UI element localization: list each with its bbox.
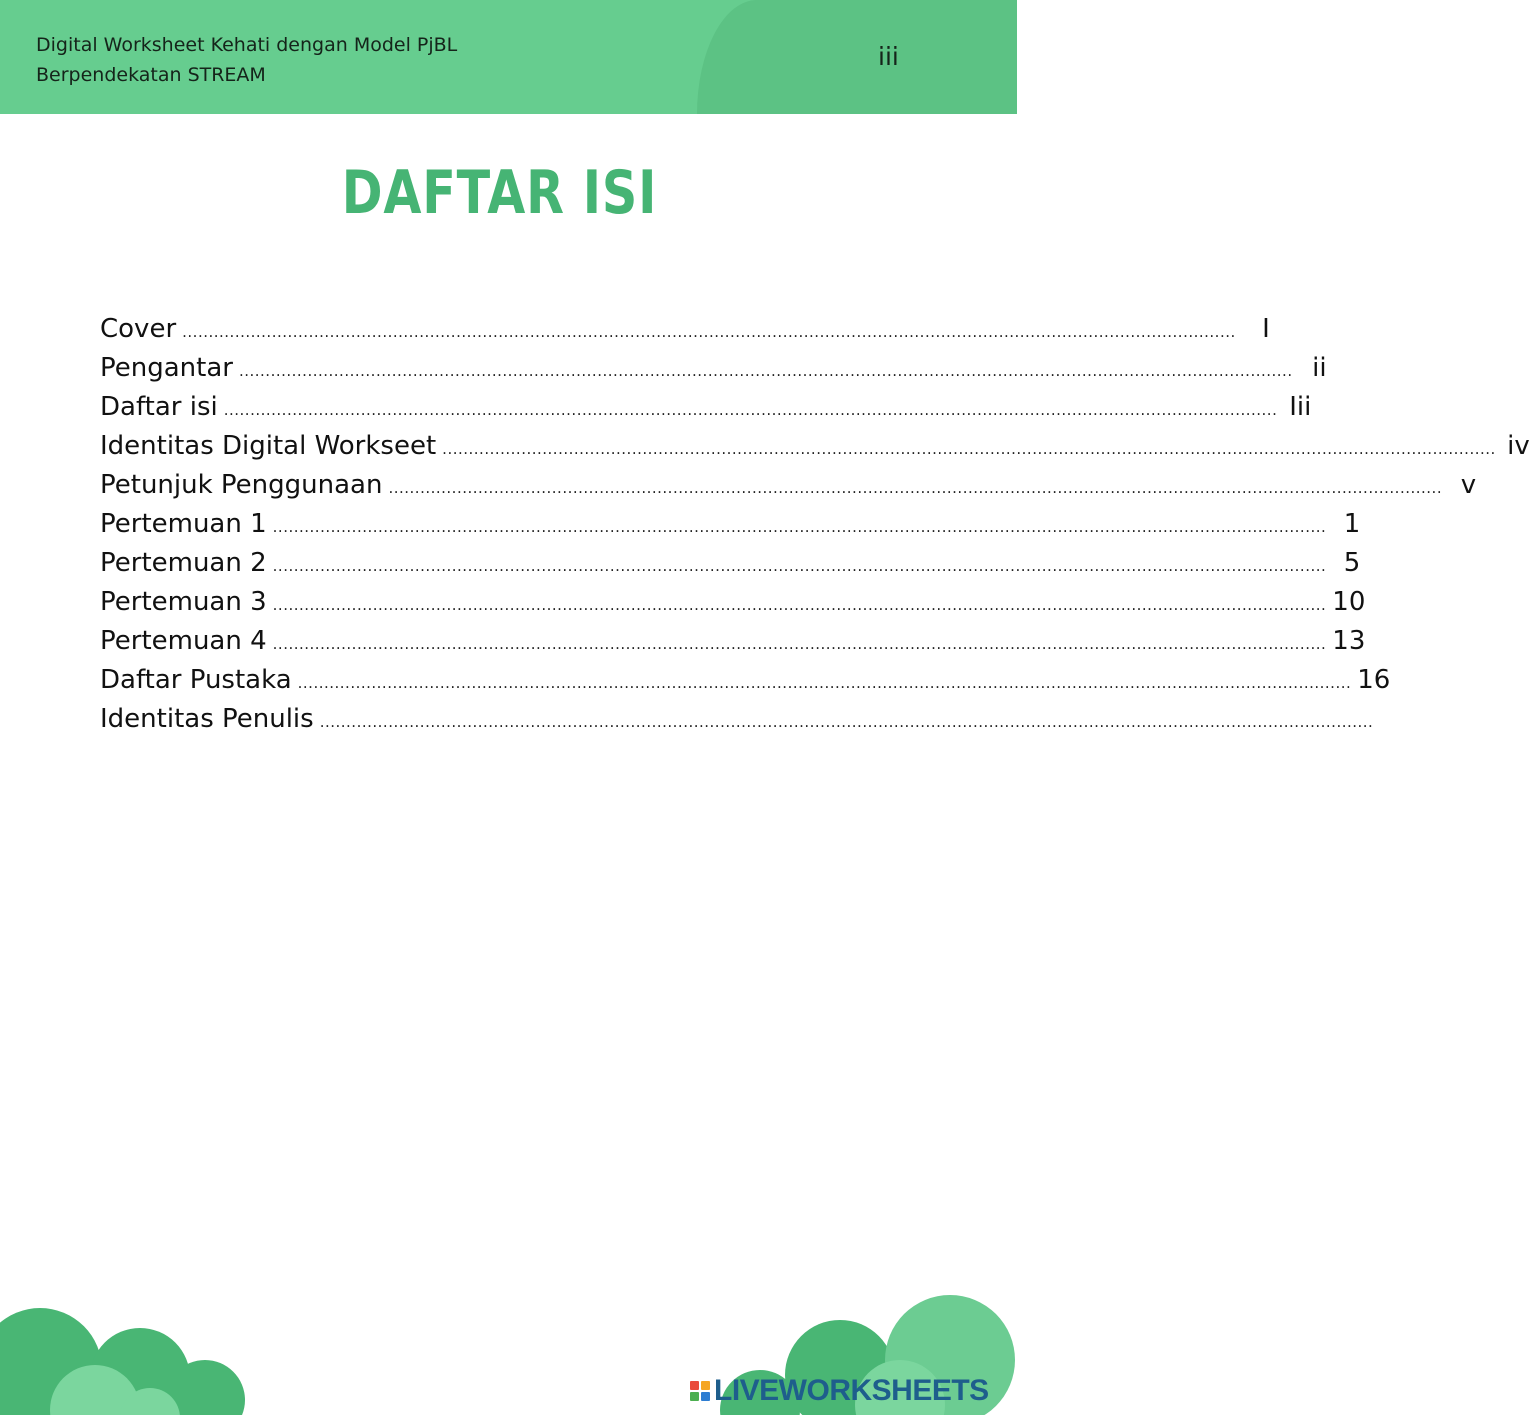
toc-entry-label: Pertemuan 2: [100, 548, 267, 578]
toc-entry: [100, 310, 1270, 349]
toc-entry-page: 1: [1343, 509, 1361, 539]
toc-entry-label: Pengantar: [100, 353, 233, 383]
toc-entry-label: Daftar isi: [100, 392, 218, 422]
toc-entry: [100, 349, 1327, 388]
toc-entry: [100, 466, 1477, 505]
toc-leader-dots: ........................................................................................................................................................................................................: [272, 518, 1327, 536]
page-number: iii: [878, 42, 899, 71]
liveworksheets-logo-text: LIVEWORKSHEETS: [714, 1374, 989, 1407]
toc-leader-dots: ........................................................................................................................................................................................................: [297, 674, 1352, 692]
page-header: [0, 0, 999, 114]
toc-entry-page: Iii: [1289, 392, 1312, 422]
page-heading: DAFTAR ISI: [341, 158, 658, 228]
toc-entry: [100, 661, 1391, 700]
toc-leader-dots: ........................................................................................................................................................................................................: [319, 713, 1374, 731]
toc-entry: [100, 505, 1361, 544]
toc-leader-dots: ........................................................................................................................................................................................................: [272, 635, 1327, 653]
toc-entry-page: 13: [1332, 626, 1366, 656]
toc-entry-label: Petunjuk Penggunaan: [100, 470, 383, 500]
header-shade: [697, 0, 1017, 114]
toc-leader-dots: ........................................................................................................................................................................................................: [238, 362, 1293, 380]
toc-entry-page: 10: [1332, 587, 1366, 617]
toc-entry: [100, 700, 1374, 739]
toc-entry: [100, 583, 1366, 622]
header-title-line2: Berpendekatan STREAM: [36, 64, 266, 86]
toc-leader-dots: ........................................................................................................................................................................................................: [272, 596, 1327, 614]
header-title-line1: Digital Worksheet Kehati dengan Model PjBL: [36, 34, 458, 56]
logo-square: [701, 1381, 710, 1390]
toc-entry: [100, 544, 1361, 583]
left-bush-icon: [0, 1308, 245, 1415]
toc-entry: [100, 427, 1530, 466]
liveworksheets-logo: [690, 1374, 989, 1408]
toc-entry-page: iv: [1507, 431, 1530, 461]
toc-entry: [100, 622, 1366, 661]
toc-entry-label: Identitas Digital Workseet: [100, 431, 437, 461]
toc-entry-page: v: [1460, 470, 1477, 500]
toc-entry-label: Cover: [100, 314, 177, 344]
toc-entry-page: I: [1262, 314, 1270, 344]
logo-square: [701, 1392, 710, 1401]
toc-leader-dots: ........................................................................................................................................................................................................: [272, 557, 1327, 575]
logo-square: [690, 1381, 699, 1390]
logo-square: [690, 1392, 699, 1401]
liveworksheets-logo-icon: [690, 1381, 710, 1401]
toc-entry: [100, 388, 1312, 427]
toc-entry-label: Pertemuan 1: [100, 509, 267, 539]
toc-leader-dots: ........................................................................................................................................................................................................: [388, 479, 1443, 497]
toc-entry-label: Pertemuan 3: [100, 587, 267, 617]
toc-entry-page: 5: [1343, 548, 1361, 578]
toc-entry-page: ii: [1312, 353, 1327, 383]
toc-leader-dots: ........................................................................................................................................................................................................: [223, 401, 1278, 419]
toc-entry-label: Pertemuan 4: [100, 626, 267, 656]
toc-leader-dots: ........................................................................................................................................................................................................: [442, 440, 1496, 458]
toc-entry-label: Identitas Penulis: [100, 704, 314, 734]
table-of-contents: [100, 310, 1530, 739]
header-title: [36, 30, 457, 90]
toc-entry-page: 16: [1357, 665, 1391, 695]
toc-entry-label: Daftar Pustaka: [100, 665, 292, 695]
toc-leader-dots: ........................................................................................................................................................................................................: [182, 323, 1236, 341]
